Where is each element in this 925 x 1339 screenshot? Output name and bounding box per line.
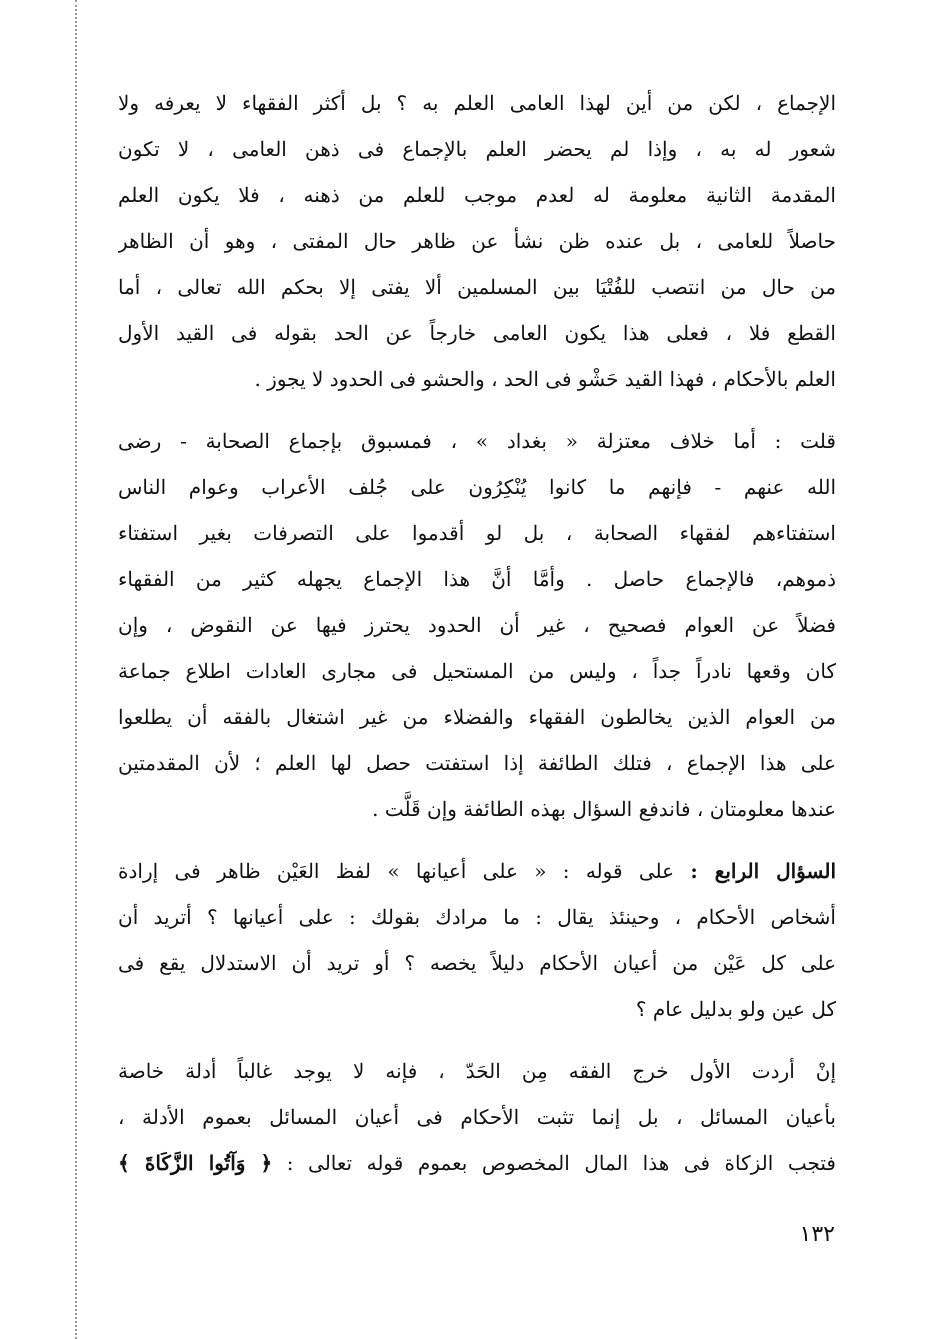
question-heading: السؤال الرابع :	[690, 859, 836, 883]
paragraph-gap	[118, 832, 836, 848]
paragraph-gap	[118, 1032, 836, 1048]
text-line: كان وقعها نادراً جداً ، وليس من المستحيل فى مجارى العادات اطلاع جماعة	[118, 659, 836, 683]
paragraph-4	[118, 1048, 836, 1186]
text-line: شعور له به ، وإذا لم يحضر العلم بالإجماع فى ذهن العامى ، لا تكون	[118, 137, 836, 161]
paragraph-3	[118, 848, 836, 1032]
paragraph-1	[118, 80, 836, 402]
paragraph-2	[118, 418, 836, 832]
page-number: ١٣٢	[799, 1222, 835, 1247]
dotted-margin-line	[75, 0, 77, 1339]
text-line	[118, 848, 836, 894]
text-line: على هذا الإجماع ، فتلك الطائفة إذا استفتت حصل لها العلم ؛ لأن المقدمتين	[118, 751, 836, 775]
body-text	[118, 80, 836, 1186]
text-line: الإجماع ، لكن من أين لهذا العامى العلم به ؟ بل أكثر الفقهاء لا يعرفه ولا	[118, 91, 836, 115]
text-line: كل عين ولو بدليل عام ؟	[635, 997, 836, 1021]
text-line: فضلاً عن العوام فصحيح ، غير أن الحدود يحترز فيها عن النقوض ، وإن	[118, 613, 836, 637]
text-line: من حال من انتصب للفُتْيَا بين المسلمين ألا يفتى إلا بحكم الله تعالى ، أما	[118, 275, 836, 299]
text-line: عندها معلومتان ، فاندفع السؤال بهذه الطائفة وإن قَلَّت .	[372, 797, 836, 821]
quran-verse: ﴿ وَآتُوا الزَّكَاةَ ﴾	[118, 1151, 273, 1175]
text-line: ذموهم، فالإجماع حاصل . وأمَّا أنَّ هذا الإجماع يجهله كثير من الفقهاء	[118, 567, 836, 591]
text-line: استفتاءهم لفقهاء الصحابة ، بل لو أقدموا على التصرفات بغير استفتاء	[118, 521, 836, 545]
text-line: الله عنهم - فإنهم ما كانوا يُنْكِرُون على جُلف الأعراب وعوام الناس	[118, 475, 836, 499]
text-line: المقدمة الثانية معلومة له لعدم موجب للعلم من ذهنه ، فلا يكون العلم	[118, 183, 836, 207]
paragraph-gap	[118, 402, 836, 418]
text-line: القطع فلا ، فعلى هذا يكون العامى خارجاً عن الحد بقوله فى القيد الأول	[118, 321, 836, 345]
text-run: على قوله : « على أعيانها » لفظ العَيْن ظاهر فى إرادة	[118, 859, 691, 883]
text-line: أشخاص الأحكام ، وحينئذ يقال : ما مرادك بقولك : على أعيانها ؟ أتريد أن	[118, 905, 836, 929]
text-line	[118, 1140, 836, 1186]
text-line: بأعيان المسائل ، بل إنما تثبت الأحكام فى أعيان المسائل بعموم الأدلة ،	[118, 1105, 836, 1129]
text-run: فتجب الزكاة فى هذا المال المخصوص بعموم قوله تعالى :	[272, 1151, 836, 1175]
text-line: العلم بالأحكام ، فهذا القيد حَشْو فى الحد ، والحشو فى الحدود لا يجوز .	[254, 367, 836, 391]
text-line: إنْ أردت الأول خرج الفقه مِن الحَدّ ، فإنه لا يوجد غالباً أدلة خاصة	[118, 1059, 836, 1083]
text-line: من العوام الذين يخالطون الفقهاء والفضلاء من غير اشتغال بالفقه أن يطلعوا	[118, 705, 836, 729]
text-line: حاصلاً للعامى ، بل عنده ظن نشأ عن ظاهر حال المفتى ، وهو أن الظاهر	[118, 229, 836, 253]
text-line: قلت : أما خلاف معتزلة « بغداد » ، فمسبوق بإجماع الصحابة - رضى	[118, 429, 836, 453]
text-line: على كل عَيْن من أعيان الأحكام دليلاً يخصه ؟ أو تريد أن الاستدلال يقع فى	[118, 951, 836, 975]
